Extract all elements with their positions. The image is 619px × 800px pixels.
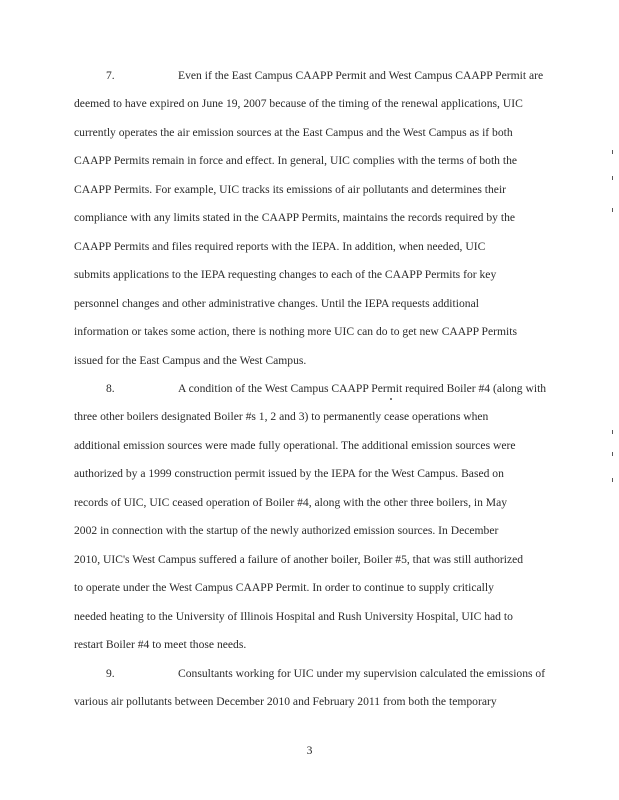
paragraph-line: currently operates the air emission sources at the East Campus and the West Campus as if both — [74, 125, 513, 139]
paragraph-line-text: Even if the East Campus CAAPP Permit and West Campus CAAPP Permit are — [178, 69, 544, 82]
paragraph-line: restart Boiler #4 to meet those needs. — [74, 638, 247, 652]
paragraph-line: records of UIC, UIC ceased operation of Boiler #4, along with the other three boilers, in May — [74, 495, 508, 509]
paragraph-line: additional emission sources were made fully operational. The additional emission sources were — [74, 438, 516, 452]
paragraph-line: needed heating to the University of Illinois Hospital and Rush University Hospital, UIC had to — [74, 609, 513, 623]
paragraph-line: issued for the East Campus and the West Campus. — [74, 353, 307, 367]
paragraph-line: CAAPP Permits. For example, UIC tracks its emissions of air pollutants and determines their — [74, 182, 507, 196]
paragraph-line: CAAPP Permits and files required reports with the IEPA. In addition, when needed, UIC — [74, 239, 486, 253]
paragraph-8 — [74, 375, 546, 660]
paragraph-line: information or takes some action, there is nothing more UIC can do to get new CAAPP Permits — [74, 325, 517, 339]
paragraph-7 — [74, 62, 546, 375]
scan-mark — [612, 430, 613, 434]
paragraph-line: 2002 in connection with the startup of the newly authorized emission sources. In December — [74, 524, 499, 538]
paragraph-line: compliance with any limits stated in the CAAPP Permits, maintains the records required by the — [74, 211, 516, 225]
paragraph-line — [74, 375, 546, 403]
paragraph-number: 9. — [106, 666, 115, 680]
paragraph-line: various air pollutants between December 2010 and February 2011 from both the temporary — [74, 694, 497, 708]
paragraph-line: submits applications to the IEPA requesting changes to each of the CAAPP Permits for key — [74, 268, 497, 282]
scan-mark — [612, 176, 613, 180]
paragraph-line — [74, 62, 546, 90]
scan-mark — [612, 478, 613, 482]
paragraph-line-text: Consultants working for UIC under my supervision calculated the emissions of — [178, 666, 546, 680]
paragraph-line-text: A condition of the West Campus CAAPP Permit required Boiler #4 (along with — [178, 381, 547, 395]
paragraph-line: authorized by a 1999 construction permit issued by the IEPA for the West Campus. Based on — [74, 467, 504, 481]
paragraph-line: three other boilers designated Boiler #s 1, 2 and 3) to permanently cease operations when — [74, 410, 489, 424]
paragraph-number: 7. — [106, 69, 115, 82]
body-text — [74, 62, 546, 716]
paragraph-line: deemed to have expired on June 19, 2007 because of the timing of the renewal applications, UIC — [74, 97, 523, 111]
scan-speck — [390, 398, 392, 400]
paragraph-line: personnel changes and other administrative changes. Until the IEPA requests additional — [74, 296, 479, 310]
paragraph-number: 8. — [106, 381, 115, 395]
paragraph-line: 2010, UIC's West Campus suffered a failure of another boiler, Boiler #5, that was still authorized — [74, 552, 524, 566]
paragraph-line: CAAPP Permits remain in force and effect. In general, UIC complies with the terms of both the — [74, 154, 518, 168]
scan-mark — [612, 208, 613, 212]
paragraph-line: to operate under the West Campus CAAPP Permit. In order to continue to supply critically — [74, 581, 494, 595]
scan-mark — [612, 452, 613, 456]
paragraph-line — [74, 660, 546, 688]
scan-mark — [612, 150, 613, 154]
paragraph-9 — [74, 660, 546, 717]
page-number: 3 — [306, 744, 313, 757]
